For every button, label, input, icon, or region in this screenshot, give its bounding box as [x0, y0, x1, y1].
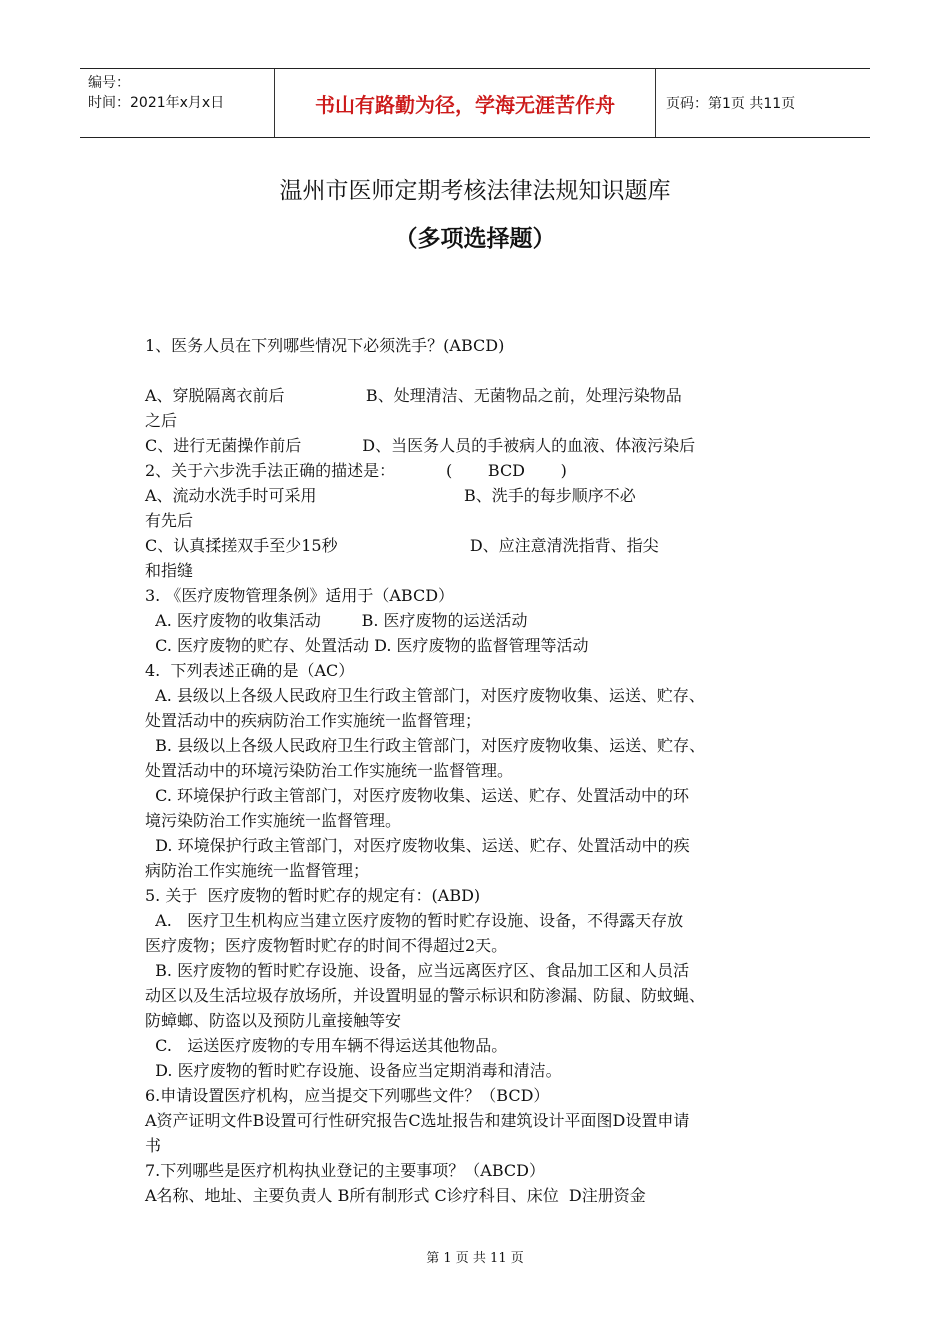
text-line: A. 县级以上各级人民政府卫生行政主管部门，对医疗废物收集、运送、贮存、	[145, 686, 705, 705]
text-line: 防蟑螂、防盗以及预防儿童接触等安	[145, 1011, 402, 1030]
text-line: 2、关于六步洗手法正确的描述是： ( BCD )	[145, 461, 567, 480]
header-meta	[80, 69, 275, 137]
text-line: 医疗废物；医疗废物暂时贮存的时间不得超过2天。	[145, 936, 508, 955]
text-line: A、流动水洗手时可采用 B、洗手的每步顺序不必	[145, 486, 636, 505]
date-label: 时间：2021年x月x日	[88, 95, 225, 111]
text-line: 处置活动中的疾病防治工作实施统一监督管理；	[145, 711, 482, 730]
text-line: 5. 关于 医疗废物的暂时贮存的规定有：(ABD)	[145, 886, 481, 905]
page-header	[80, 68, 870, 138]
document-title: 温州市医师定期考核法律法规知识题库	[279, 178, 671, 204]
text-line: 1、医务人员在下列哪些情况下必须洗手？(ABCD)	[145, 336, 505, 355]
text-line: C. 运送医疗废物的专用车辆不得运送其他物品。	[145, 1036, 508, 1055]
text-line: D. 医疗废物的暂时贮存设施、设备应当定期消毒和清洁。	[145, 1061, 562, 1080]
text-line: D. 环境保护行政主管部门，对医疗废物收集、运送、贮存、处置活动中的疾	[145, 836, 690, 855]
text-line: 7.下列哪些是医疗机构执业登记的主要事项？（ABCD）	[145, 1161, 545, 1180]
header-motto: 书山有路勤为径，学海无涯苦作舟	[275, 69, 656, 137]
text-line: B. 医疗废物的暂时贮存设施、设备，应当远离医疗区、食品加工区和人员活	[145, 961, 690, 980]
page-footer: 第 1 页 共 11 页	[426, 1251, 524, 1266]
text-line: 4. 下列表述正确的是（AC）	[145, 661, 355, 680]
text-line: 之后	[145, 411, 178, 430]
text-line: C、进行无菌操作前后 D、当医务人员的手被病人的血液、体液污染后	[145, 436, 696, 455]
text-line: 有先后	[145, 511, 194, 530]
number-label: 编号：	[88, 75, 130, 91]
text-line: 3. 《医疗废物管理条例》适用于（ABCD）	[145, 586, 455, 605]
text-line: A名称、地址、主要负责人 B所有制形式 C诊疗科目、床位 D注册资金	[145, 1186, 646, 1205]
text-line: A. 医疗卫生机构应当建立医疗废物的暂时贮存设施、设备，不得露天存放	[145, 911, 684, 930]
document-subtitle: （多项选择题）	[394, 226, 556, 252]
text-line: 境污染防治工作实施统一监督管理。	[145, 811, 402, 830]
blank-line	[145, 358, 820, 383]
text-line: 动区以及生活垃圾存放场所，并设置明显的警示标识和防渗漏、防鼠、防蚊蝇、	[145, 986, 706, 1005]
text-line: 和指缝	[145, 561, 194, 580]
question-content	[145, 333, 820, 1208]
text-line: C、认真揉搓双手至少15秒 D、应注意清洗指背、指尖	[145, 536, 659, 555]
header-page-info: 页码：第1页 共11页	[666, 96, 796, 112]
text-line: 书	[145, 1136, 162, 1155]
text-line: A. 医疗废物的收集活动 B. 医疗废物的运送活动	[145, 611, 528, 630]
text-line: 病防治工作实施统一监督管理；	[145, 861, 370, 880]
text-line: C. 环境保护行政主管部门，对医疗废物收集、运送、贮存、处置活动中的环	[145, 786, 690, 805]
text-line: C. 医疗废物的贮存、处置活动 D. 医疗废物的监督管理等活动	[145, 636, 589, 655]
text-line: 6.申请设置医疗机构，应当提交下列哪些文件？（BCD）	[145, 1086, 550, 1105]
text-line: A、穿脱隔离衣前后 B、处理清洁、无菌物品之前，处理污染物品	[145, 386, 682, 405]
text-line: A资产证明文件B设置可行性研究报告C选址报告和建筑设计平面图D设置申请	[145, 1111, 690, 1130]
text-line: 处置活动中的环境污染防治工作实施统一监督管理。	[145, 761, 514, 780]
text-line: B. 县级以上各级人民政府卫生行政主管部门，对医疗废物收集、运送、贮存、	[145, 736, 706, 755]
